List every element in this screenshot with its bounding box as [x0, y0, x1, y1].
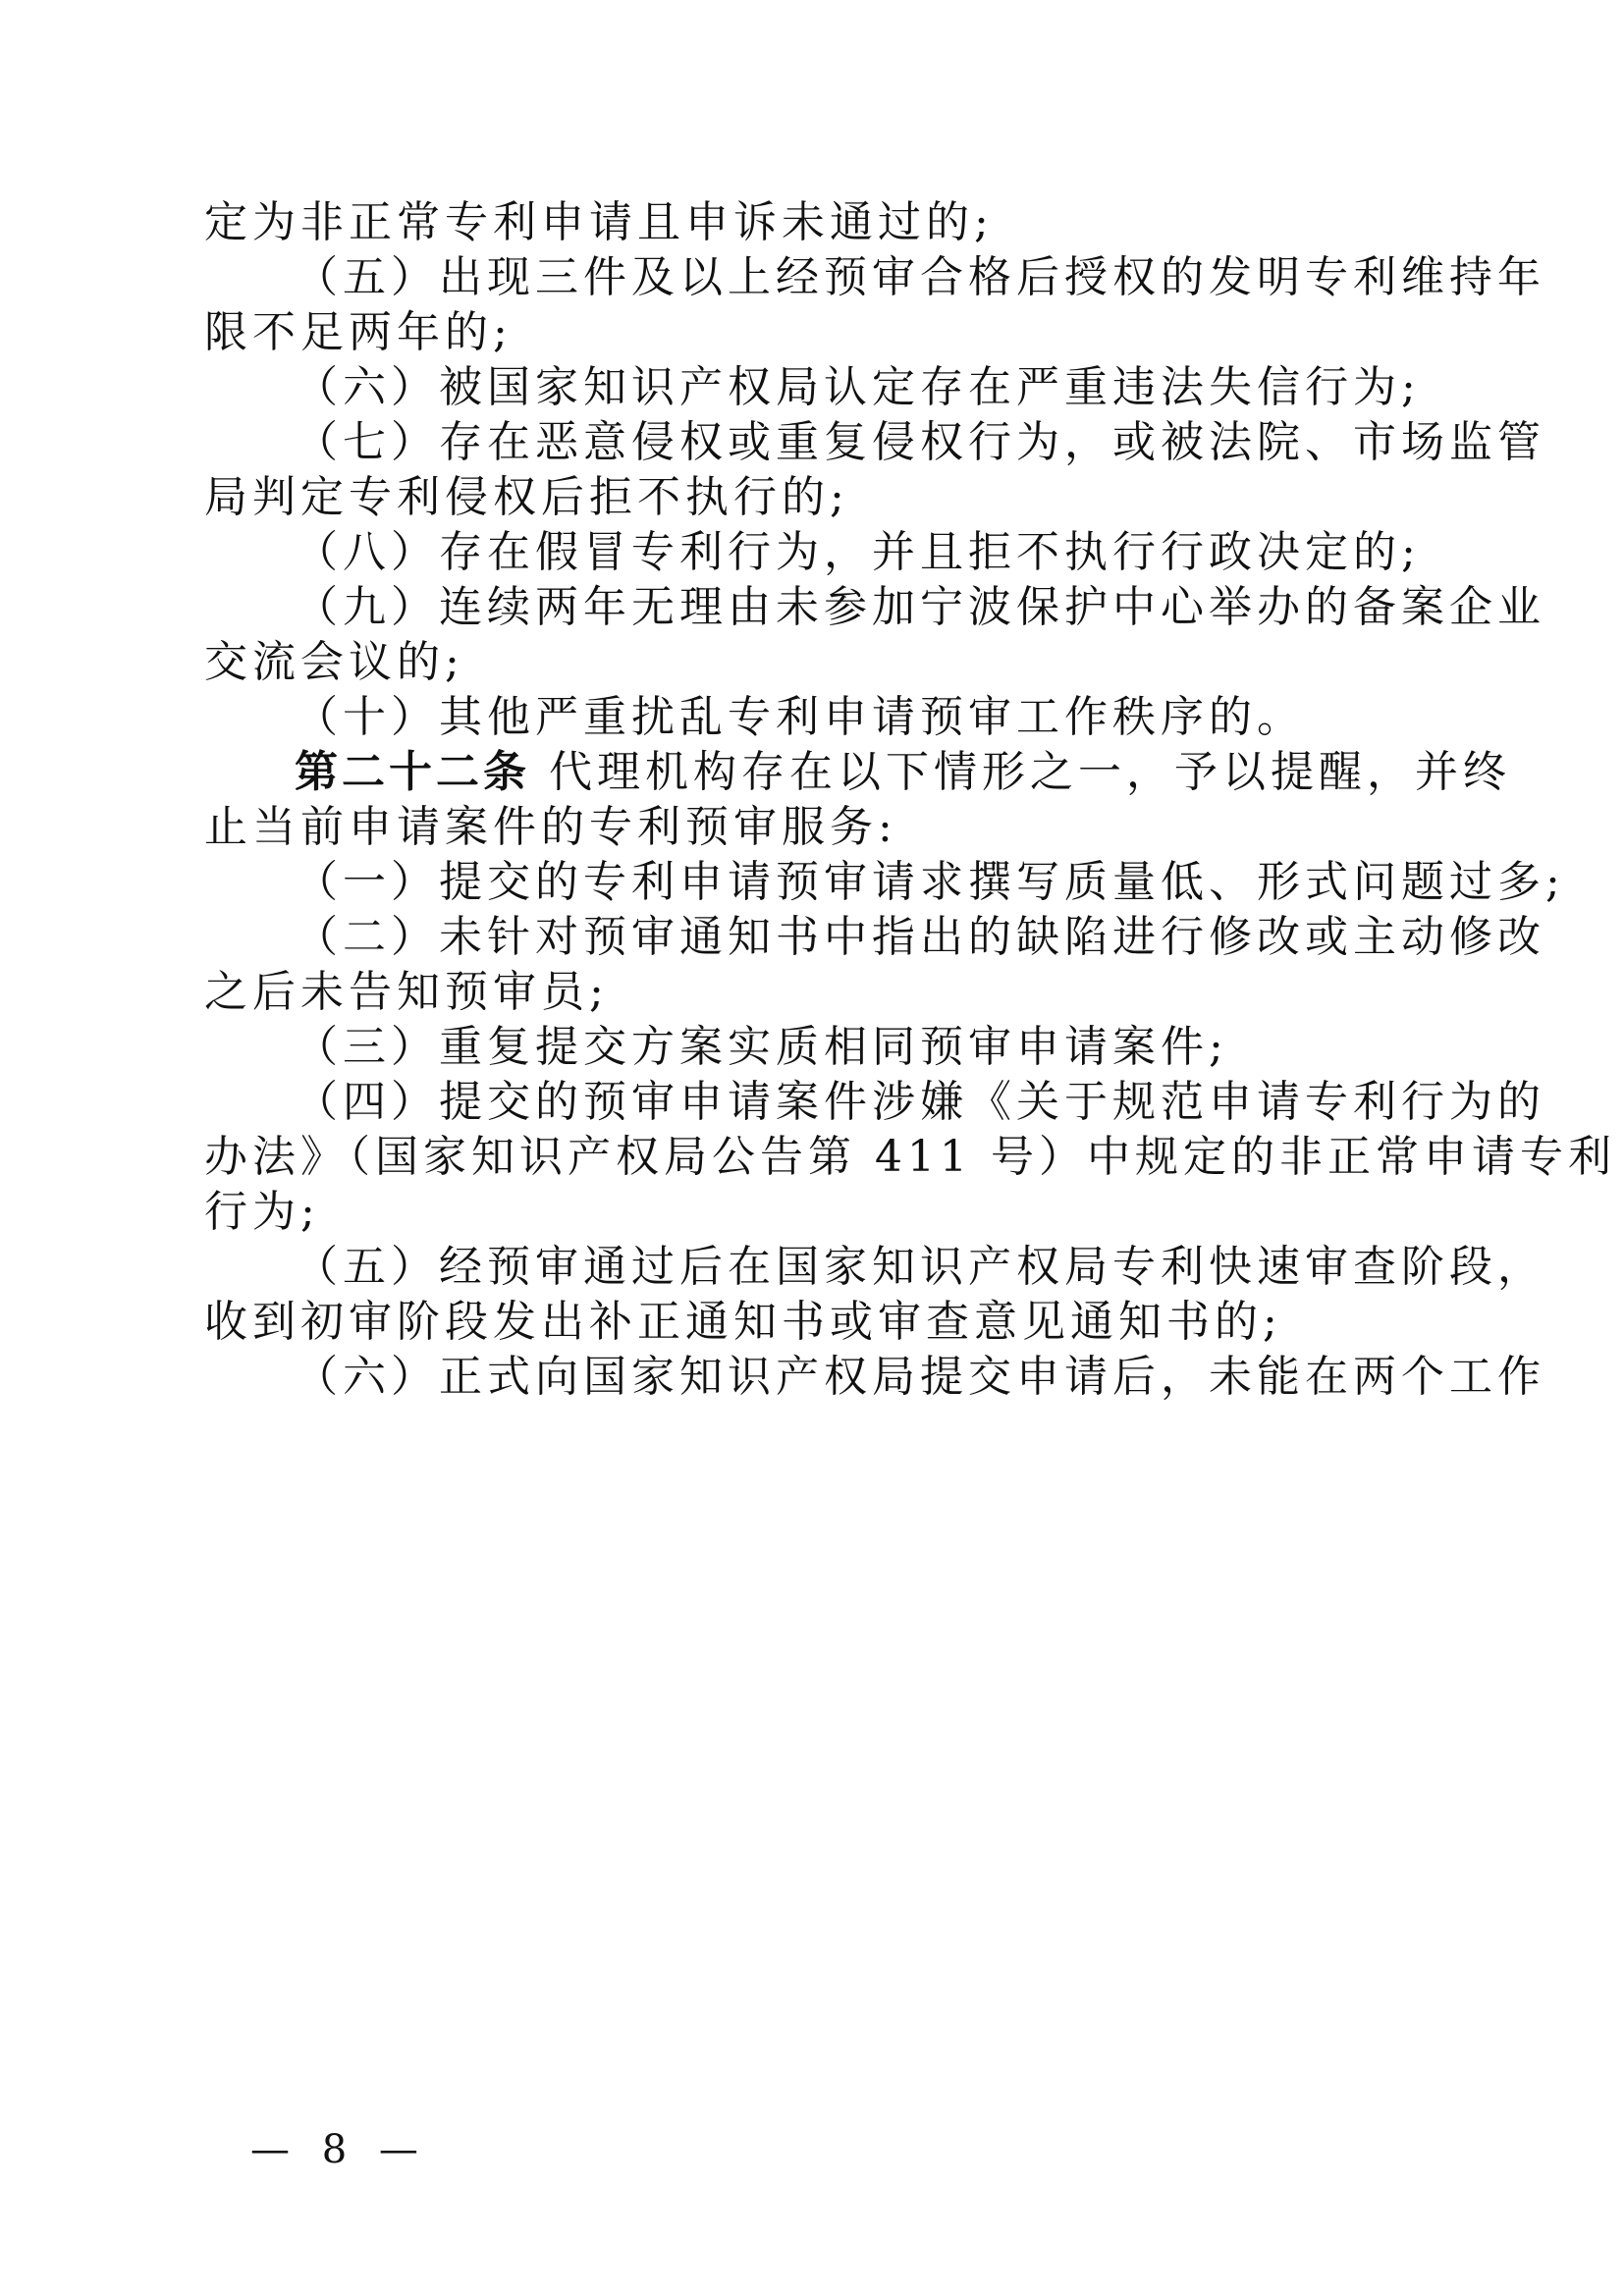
list-item-line: （四）提交的预审申请案件涉嫌《关于规范申请专利行为的 [295, 1077, 1545, 1127]
body-line: 办法》（国家知识产权局公告第 411 号）中规定的非正常申请专利 [204, 1132, 1616, 1182]
list-item-line: （六）正式向国家知识产权局提交申请后，未能在两个工作 [295, 1352, 1545, 1402]
list-item-line: （五）经预审通过后在国家知识产权局专利快速审查阶段， [295, 1242, 1545, 1292]
body-line: 止当前申请案件的专利预审服务: [204, 802, 897, 852]
list-item-line: （三）重复提交方案实质相同预审申请案件; [295, 1022, 1228, 1072]
list-item-line: （一）提交的专利申请预审请求撰写质量低、形式问题过多; [295, 857, 1565, 907]
article-text: 代理机构存在以下情形之一，予以提醒，并终 [549, 747, 1511, 797]
list-item-line: （七）存在恶意侵权或重复侵权行为，或被法院、市场监管 [295, 417, 1545, 467]
article-heading: 第二十二条 [295, 747, 530, 797]
list-item-line: （五）出现三件及以上经预审合格后授权的发明专利维持年 [295, 252, 1545, 302]
body-line: 限不足两年的; [204, 307, 513, 357]
body-line: 之后未告知预审员; [204, 967, 609, 1017]
body-line: 局判定专利侵权后拒不执行的; [204, 472, 849, 522]
list-item-line: （十）其他严重扰乱专利申请预审工作秩序的。 [295, 692, 1305, 742]
body-line: 交流会议的; [204, 637, 464, 687]
list-item-line: （二）未针对预审通知书中指出的缺陷进行修改或主动修改 [295, 912, 1545, 962]
list-item-line: （九）连续两年无理由未参加宁波保护中心举办的备案企业 [295, 582, 1545, 632]
list-item-line: （八）存在假冒专利行为，并且拒不执行行政决定的; [295, 527, 1421, 577]
list-item-line: （六）被国家知识产权局认定存在严重违法失信行为; [295, 362, 1421, 412]
article-line [295, 743, 1511, 802]
body-line: 定为非正常专利申请且申诉未通过的; [204, 197, 994, 247]
body-line: 收到初审阶段发出补正通知书或审查意见通知书的; [204, 1297, 1282, 1347]
page-number: — 8 — [250, 2127, 428, 2172]
body-line: 行为; [204, 1187, 320, 1237]
